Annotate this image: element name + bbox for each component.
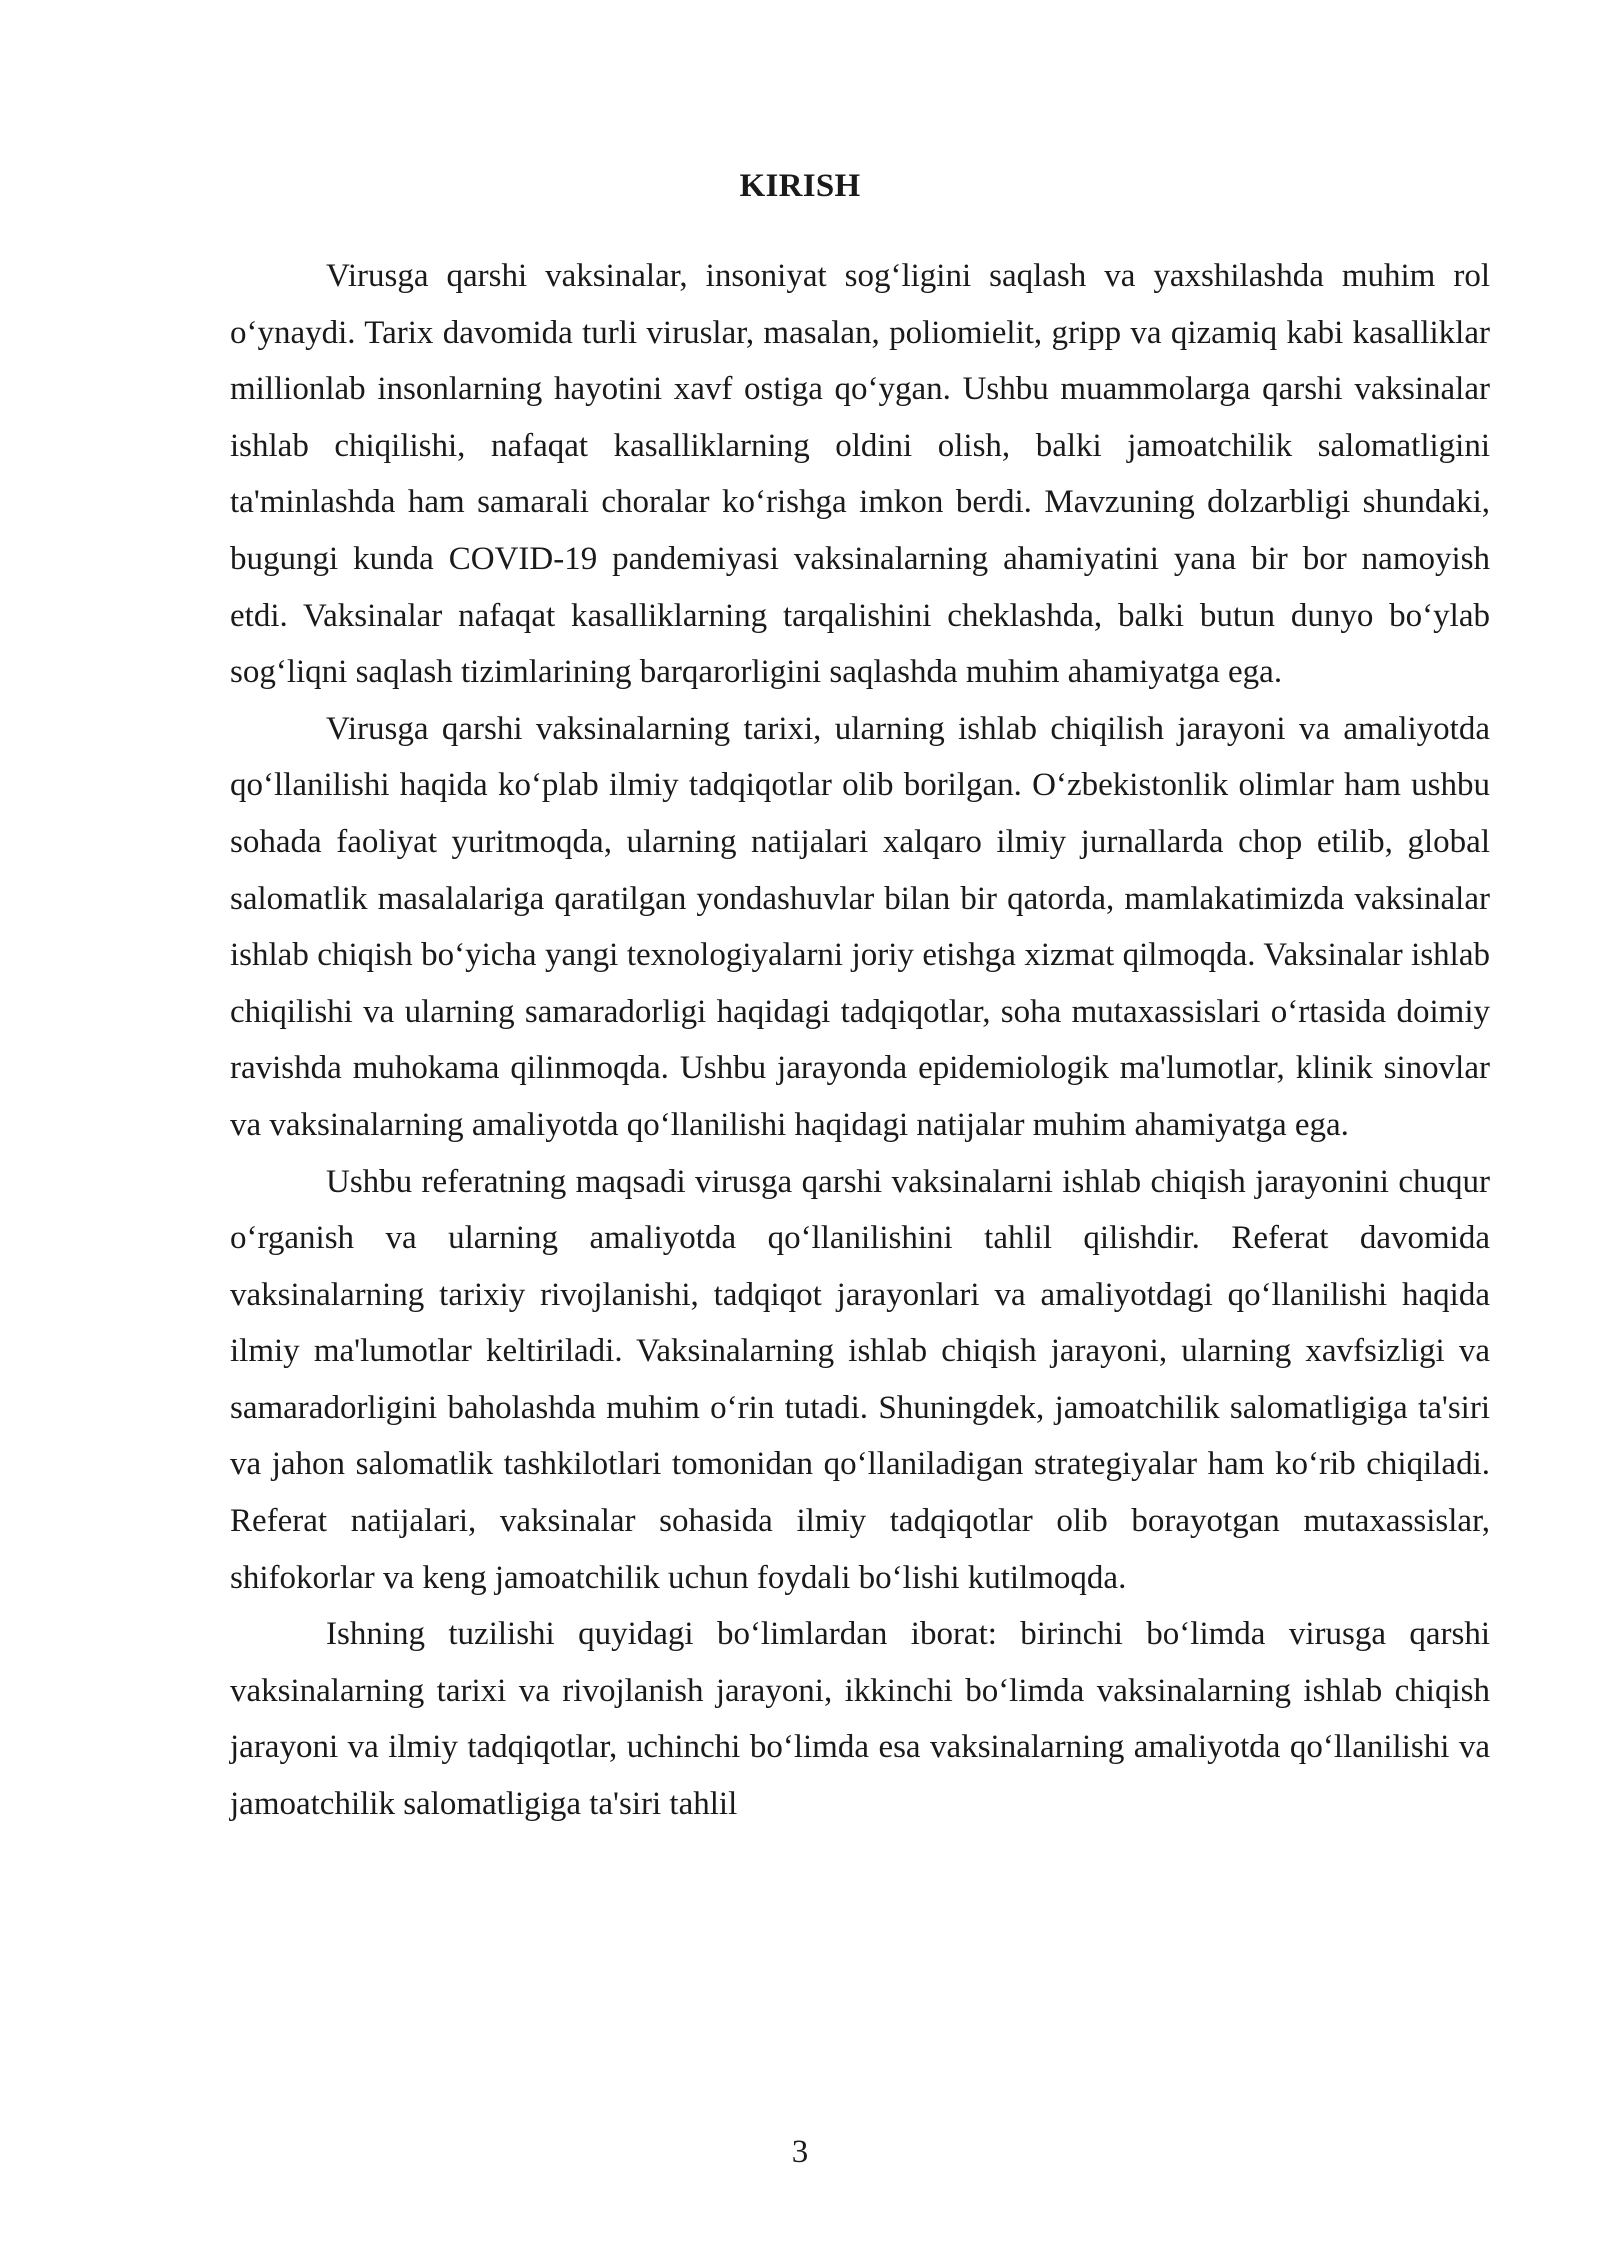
paragraph-4: Ishning tuzilishi quyidagi bo‘limlardan iborat: birinchi bo‘limda virusga qarshi vaksinalarning tarixi va rivojlanish jarayoni, ikkinchi bo‘limda vaksinalarning ishlab chiqish jarayoni va ilmiy tadqiqotlar, uchinchi bo‘limda esa vaksinalarning amaliyotda qo‘llanilishi va jamoatchilik salomatligiga ta'siri tahlil (230, 1616, 1490, 1823)
paragraph-1: Virusga qarshi vaksinalar, insoniyat sog‘ligini saqlash va yaxshilashda muhim rol o‘ynaydi. Tarix davomida turli viruslar, masalan, poliomielit, gripp va qizamiq kabi kasalliklar millionlab insonlarning hayotini xavf ostiga qo‘ygan. Ushbu muammolarga qarshi vaksinalar ishlab chiqilishi, nafaqat kasalliklarning oldini olish, balki jamoatchilik salomatligini ta'minlashda ham samarali choralar ko‘rishga imkon berdi. Mavzuning dolzarbligi shundaki, bugungi kunda COVID-19 pandemiyasi vaksinalarning ahamiyatini yana bir bor namoyish etdi. Vaksinalar nafaqat kasalliklarning tarqalishini cheklashda, balki butun dunyo bo‘ylab sog‘liqni saqlash tizimlarining barqarorligini saqlashda muhim ahamiyatga ega. (230, 258, 1490, 691)
body-text (230, 248, 1490, 1833)
paragraph-2: Virusga qarshi vaksinalarning tarixi, ularning ishlab chiqilish jarayoni va amaliyotda qo‘llanilishi haqida ko‘plab ilmiy tadqiqotlar olib borilgan. O‘zbekistonlik olimlar ham ushbu sohada faoliyat yuritmoqda, ularning natijalari xalqaro ilmiy jurnallarda chop etilib, global salomatlik masalalariga qaratilgan yondashuvlar bilan bir qatorda, mamlakatimizda vaksinalar ishlab chiqish bo‘yicha yangi texnologiyalarni joriy etishga xizmat qilmoqda. Vaksinalar ishlab chiqilishi va ularning samaradorligi haqidagi tadqiqotlar, soha mutaxassislari o‘rtasida doimiy ravishda muhokama qilinmoqda. Ushbu jarayonda epidemiologik ma'lumotlar, klinik sinovlar va vaksinalarning amaliyotda qo‘llanilishi haqidagi natijalar muhim ahamiyatga ega. (230, 710, 1490, 1143)
paragraph-3: Ushbu referatning maqsadi virusga qarshi vaksinalarni ishlab chiqish jarayonini chuqur o‘rganish va ularning amaliyotda qo‘llanilishini tahlil qilishdir. Referat davomida vaksinalarning tarixiy rivojlanishi, tadqiqot jarayonlari va amaliyotdagi qo‘llanilishi haqida ilmiy ma'lumotlar keltiriladi. Vaksinalarning ishlab chiqish jarayoni, ularning xavfsizligi va samaradorligini baholashda muhim o‘rin tutadi. Shuningdek, jamoatchilik salomatligiga ta'siri va jahon salomatlik tashkilotlari tomonidan qo‘llaniladigan strategiyalar ham ko‘rib chiqiladi. Referat natijalari, vaksinalar sohasida ilmiy tadqiqotlar olib borayotgan mutaxassislar, shifokorlar va keng jamoatchilik uchun foydali bo‘lishi kutilmoqda. (230, 1163, 1490, 1596)
page-title: KIRISH (739, 168, 861, 204)
page-number: 3 (791, 2134, 809, 2170)
